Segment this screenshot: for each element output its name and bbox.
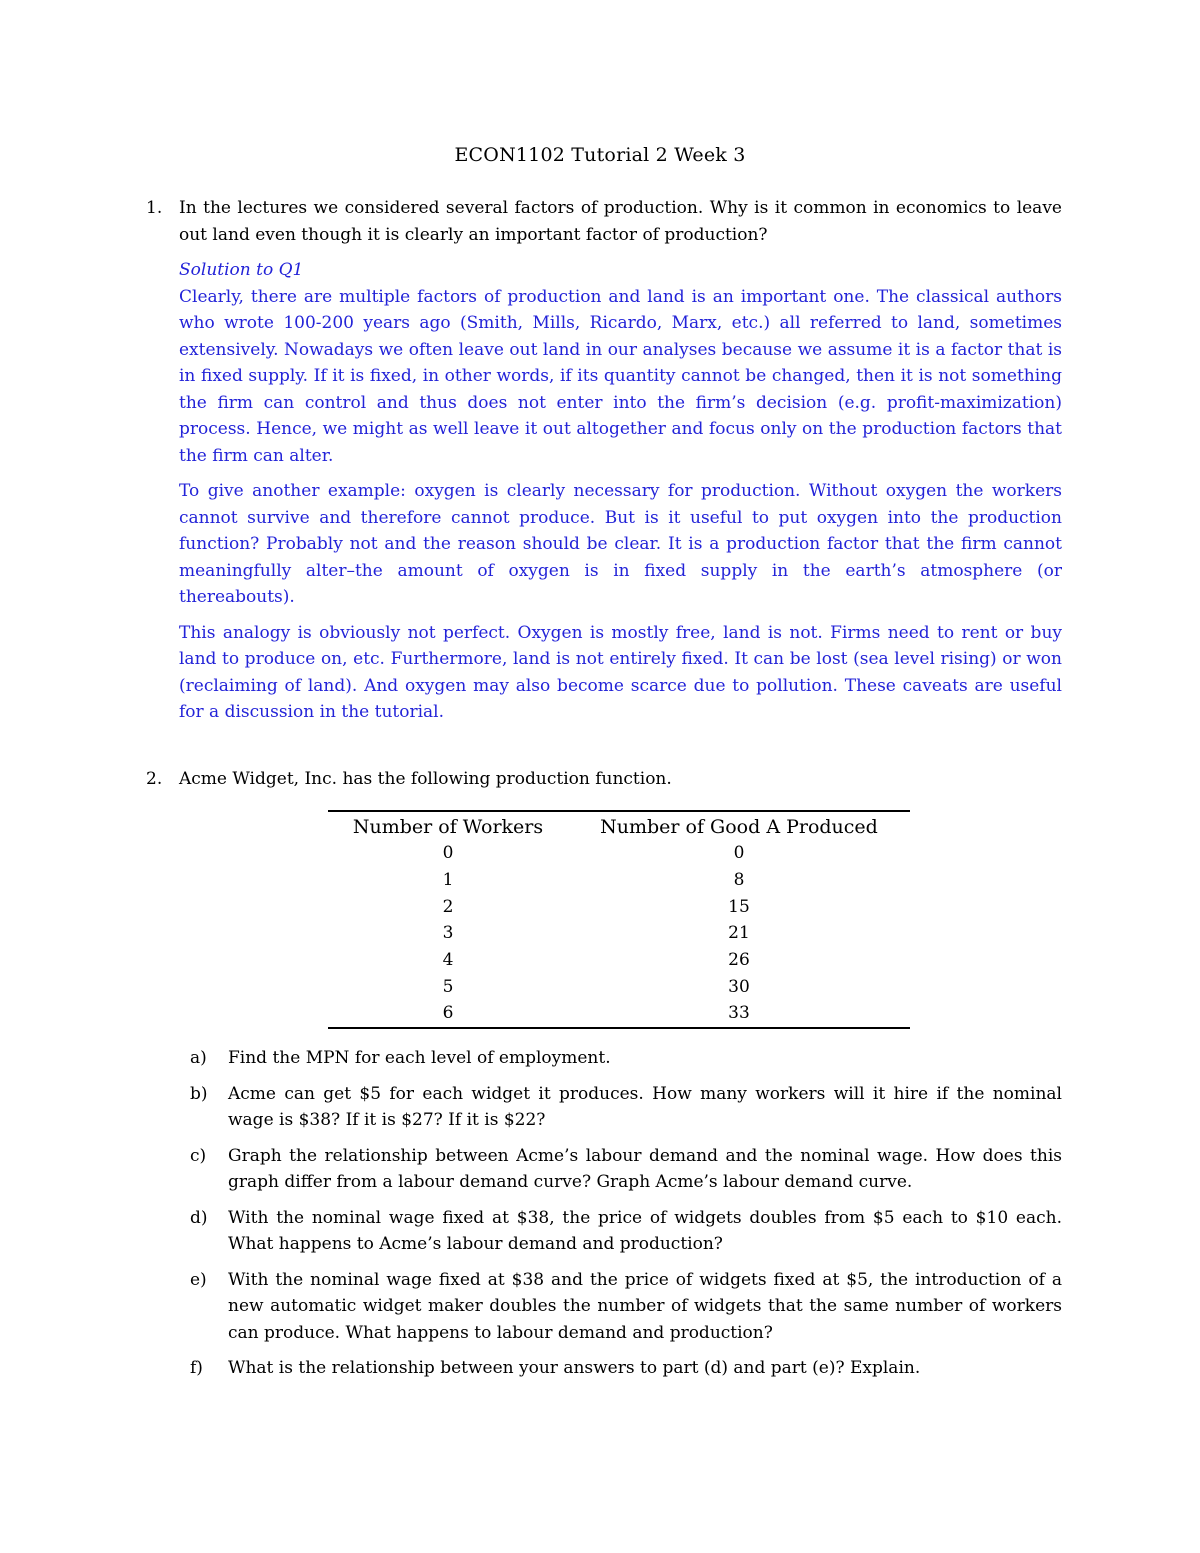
document-title: ECON1102 Tutorial 2 Week 3 [454,144,746,166]
part-text: Graph the relationship between Acme’s labour demand and the nominal wage. How does this graph differ from a labour demand curve? Graph Acme’s labour demand curve. [228,1145,1062,1192]
table-row [328,840,910,867]
part-d [190,1205,1062,1258]
solution-1-paragraph-2: To give another example: oxygen is clearly necessary for production. Without oxygen the workers cannot survive and therefore cannot produce. But is it useful to put oxygen into the production function? Probably not and the reason should be clear. It is a production factor that the firm cannot meaningfully alter–the amount of oxygen is in fixed supply in the earth’s atmosphere (or thereabouts). [179,481,1062,607]
part-a [190,1045,1062,1072]
table-cell-output: 8 [733,870,745,891]
part-text: Acme can get $5 for each widget it produces. How many workers will it hire if the nominal wage is $38? If it is $27? If it is $22? [228,1083,1062,1130]
solution-1-paragraph-1: Clearly, there are multiple factors of production and land is an important one. The classical authors who wrote 100-200 years ago (Smith, Mills, Ricardo, Marx, etc.) all referred to land, sometimes extensively. Nowadays we often leave out land in our analyses because we assume it is a factor that is in fixed supply. If it is fixed, in other words, if its quantity cannot be changed, then it is not something the firm can control and thus does not enter into the firm’s decision (e.g. profit-maximization) process. Hence, we might as well leave it out altogether and focus only on the production factors that the firm can alter. [179,286,1062,466]
part-label: d) [190,1207,208,1228]
table-row [328,920,910,947]
question-2-text: Acme Widget, Inc. has the following production function. [179,769,672,789]
question-2-number: 2. [146,769,163,789]
table-cell-workers: 3 [442,923,454,944]
table-row [328,947,910,974]
table-cell-output: 30 [728,976,750,997]
part-label: f) [190,1358,203,1378]
table-cell-workers: 1 [442,870,454,891]
table-cell-workers: 0 [442,843,454,864]
table-row [328,1000,910,1028]
table-cell-workers: 6 [442,1003,454,1024]
table-row [328,867,910,894]
solution-1 [179,257,1062,726]
part-text: With the nominal wage fixed at $38 and the price of widgets fixed at $5, the introduction of a new automatic widget maker doubles the number of widgets that the same number of workers can produce. What happens to labour demand and production? [228,1269,1062,1343]
solution-1-title: Solution to Q1 [179,260,304,280]
part-e [190,1267,1062,1347]
table-cell-output: 33 [728,1003,750,1024]
table-row [328,893,910,920]
part-c [190,1143,1062,1196]
table-cell-output: 15 [728,896,750,917]
part-f [190,1355,1062,1382]
part-b [190,1081,1062,1134]
question-1 [146,195,1062,726]
question-1-text: In the lectures we considered several factors of production. Why is it common in economics to leave out land even though it is clearly an important factor of production? [179,198,1062,245]
part-text: What is the relationship between your answers to part (d) and part (e)? Explain. [228,1358,921,1378]
table-cell-output: 0 [733,843,745,864]
table-header-row [328,811,910,840]
solution-1-paragraph-3: This analogy is obviously not perfect. Oxygen is mostly free, land is not. Firms need to rent or buy land to produce on, etc. Furthermore, land is not entirely fixed. It can be lost (sea level rising) or won (reclaiming of land). And oxygen may also become scarce due to pollution. These caveats are useful for a discussion in the tutorial. [179,622,1062,722]
production-table [328,810,910,1029]
table-cell-output: 26 [728,950,750,971]
question-2-parts [190,1045,1062,1391]
table-cell-output: 21 [728,923,750,944]
part-text: Find the MPN for each level of employment. [228,1048,611,1068]
table-header-workers: Number of Workers [352,816,544,838]
question-1-number: 1. [146,198,163,218]
table-cell-workers: 5 [442,976,454,997]
part-text: With the nominal wage fixed at $38, the price of widgets doubles from $5 each to $10 each. What happens to Acme’s labour demand and production? [228,1207,1062,1254]
part-label: a) [190,1048,207,1068]
table-cell-workers: 2 [442,896,454,917]
part-label: c) [190,1145,207,1166]
table-header-good-a: Number of Good A Produced [600,816,878,838]
table-cell-workers: 4 [442,950,454,971]
question-2 [146,766,1062,793]
part-label: e) [190,1269,207,1290]
part-label: b) [190,1083,208,1104]
table-row [328,973,910,1000]
